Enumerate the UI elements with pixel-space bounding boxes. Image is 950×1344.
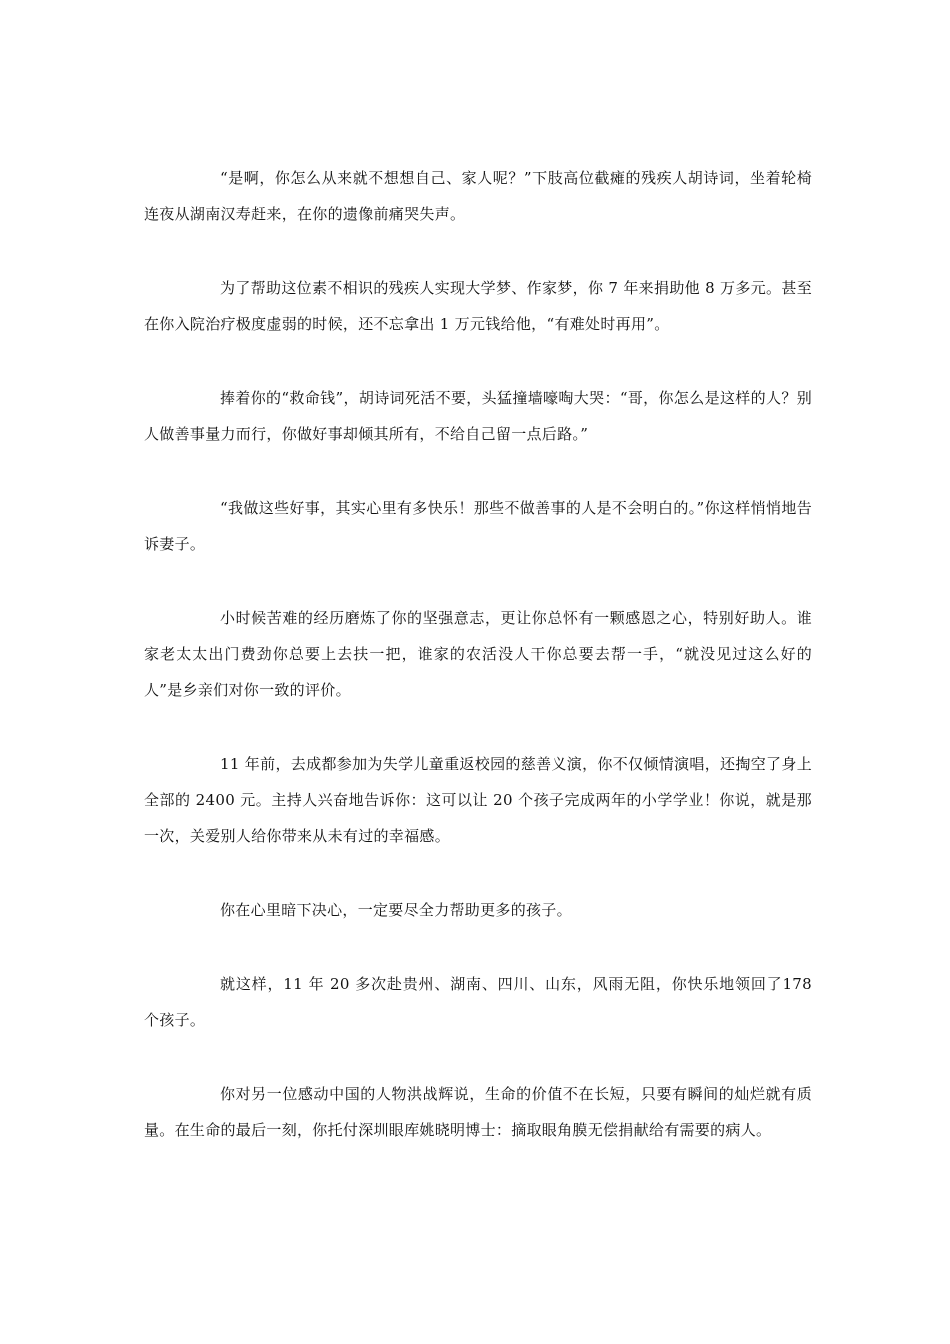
paragraph-5: 小时候苦难的经历磨炼了你的坚强意志，更让你总怀有一颗感恩之心，特别好助人。谁家老太太出门费劲你总要上去扶一把，谁家的农活没人干你总要去帮一手，“就没见过这么好的人”是乡亲们对你一致的评价。 <box>144 609 812 699</box>
paragraph-8: 就这样，11 年 20 多次赴贵州、湖南、四川、山东，风雨无阻，你快乐地领回了178 个孩子。 <box>144 975 812 1029</box>
paragraph-4: “我做这些好事，其实心里有多快乐！那些不做善事的人是不会明白的。”你这样悄悄地告诉妻子。 <box>144 499 812 553</box>
paragraph-2: 为了帮助这位素不相识的残疾人实现大学梦、作家梦，你 7 年来捐助他 8 万多元。甚至在你入院治疗极度虚弱的时候，还不忘拿出 1 万元钱给他，“有难处时再用”。 <box>144 279 812 333</box>
paragraph-6: 11 年前，去成都参加为失学儿童重返校园的慈善义演，你不仅倾情演唱，还掏空了身上全部的 2400 元。主持人兴奋地告诉你：这可以让 20 个孩子完成两年的小学学业！你说，就是那一次，关爱别人给你带来从未有过的幸福感。 <box>144 755 812 845</box>
document-body <box>144 160 812 1186</box>
paragraph-9: 你对另一位感动中国的人物洪战辉说，生命的价值不在长短，只要有瞬间的灿烂就有质量。在生命的最后一刻，你托付深圳眼库姚晓明博士：摘取眼角膜无偿捐献给有需要的病人。 <box>144 1085 812 1139</box>
paragraph-7: 你在心里暗下决心，一定要尽全力帮助更多的孩子。 <box>220 901 572 919</box>
paragraph-3: 捧着你的“救命钱”，胡诗词死活不要，头猛撞墙嚎啕大哭：“哥，你怎么是这样的人？别人做善事量力而行，你做好事却倾其所有，不给自己留一点后路。” <box>144 389 812 443</box>
paragraph-1: “是啊，你怎么从来就不想想自己、家人呢？”下肢高位截瘫的残疾人胡诗词，坐着轮椅连夜从湖南汉寿赶来，在你的遗像前痛哭失声。 <box>144 169 812 223</box>
